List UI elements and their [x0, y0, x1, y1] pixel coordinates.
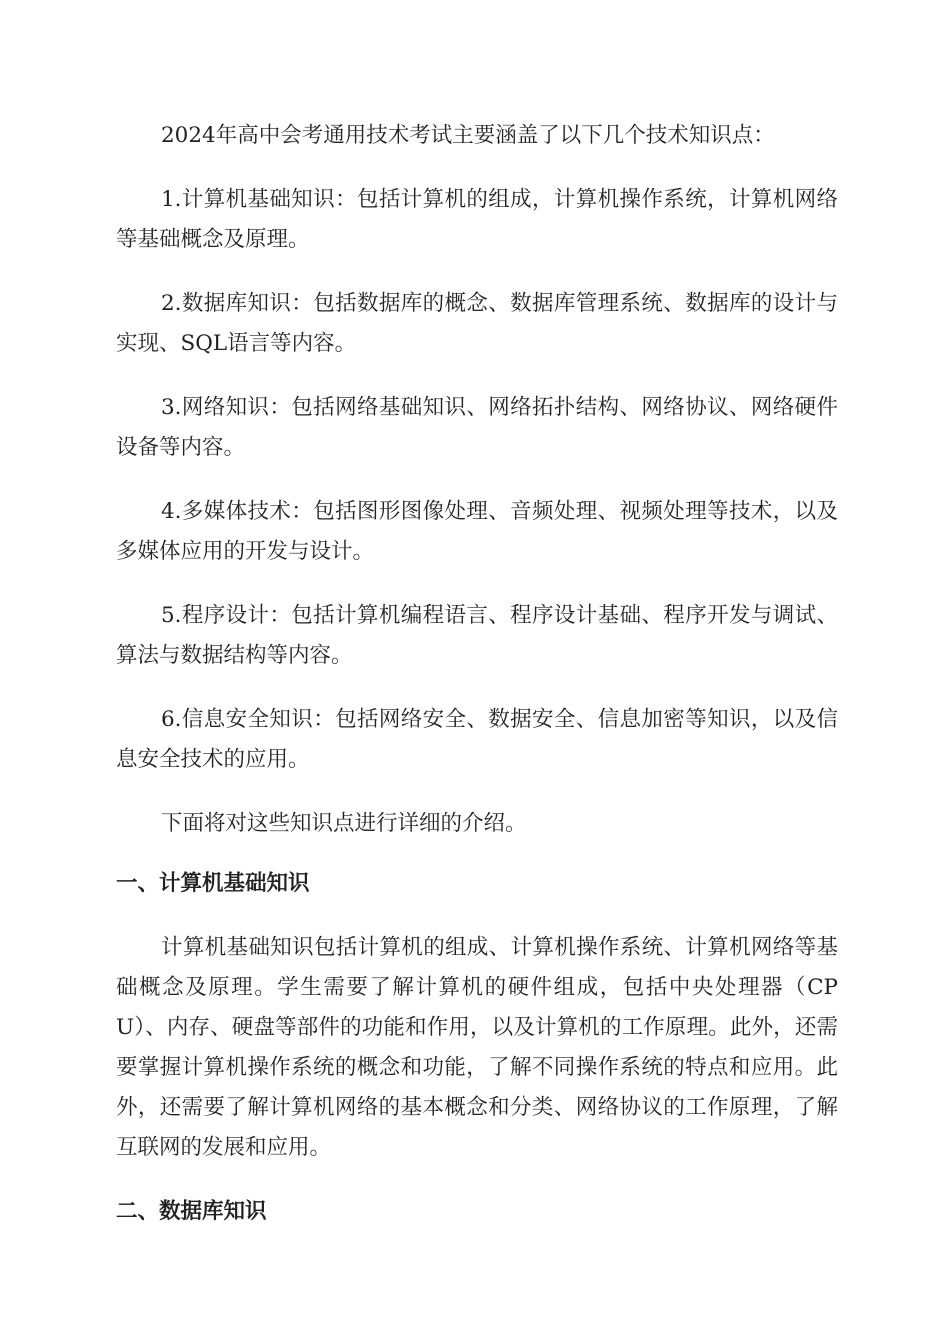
section-heading-computer-basics: 一、计算机基础知识: [116, 871, 310, 896]
knowledge-item-5: 5.程序设计：包括计算机编程语言、程序设计基础、程序开发与调试、算法与数据结构等内容。: [116, 603, 838, 668]
knowledge-item-4: 4.多媒体技术：包括图形图像处理、音频处理、视频处理等技术，以及多媒体应用的开发与设计。: [116, 499, 838, 564]
knowledge-item-1: 1.计算机基础知识：包括计算机的组成，计算机操作系统，计算机网络等基础概念及原理。: [116, 187, 838, 252]
document-body: [116, 116, 838, 1256]
section-body-computer-basics: 计算机基础知识包括计算机的组成、计算机操作系统、计算机网络等基础概念及原理。学生需要了解计算机的硬件组成，包括中央处理器（CPU）、内存、硬盘等部件的功能和作用，以及计算机的工作原理。此外，还需要掌握计算机操作系统的概念和功能，了解不同操作系统的特点和应用。此外，还需要了解计算机网络的基本概念和分类、网络协议的工作原理，了解互联网的发展和应用。: [116, 935, 838, 1160]
knowledge-item-6: 6.信息安全知识：包括网络安全、数据安全、信息加密等知识，以及信息安全技术的应用。: [116, 707, 838, 772]
intro-paragraph: 2024年高中会考通用技术考试主要涵盖了以下几个技术知识点：: [161, 123, 775, 148]
knowledge-item-3: 3.网络知识：包括网络基础知识、网络拓扑结构、网络协议、网络硬件设备等内容。: [116, 395, 838, 460]
transition-paragraph: 下面将对这些知识点进行详细的介绍。: [161, 811, 527, 836]
section-heading-database: 二、数据库知识: [116, 1199, 267, 1224]
knowledge-item-2: 2.数据库知识：包括数据库的概念、数据库管理系统、数据库的设计与实现、SQL语言等内容。: [116, 291, 838, 356]
